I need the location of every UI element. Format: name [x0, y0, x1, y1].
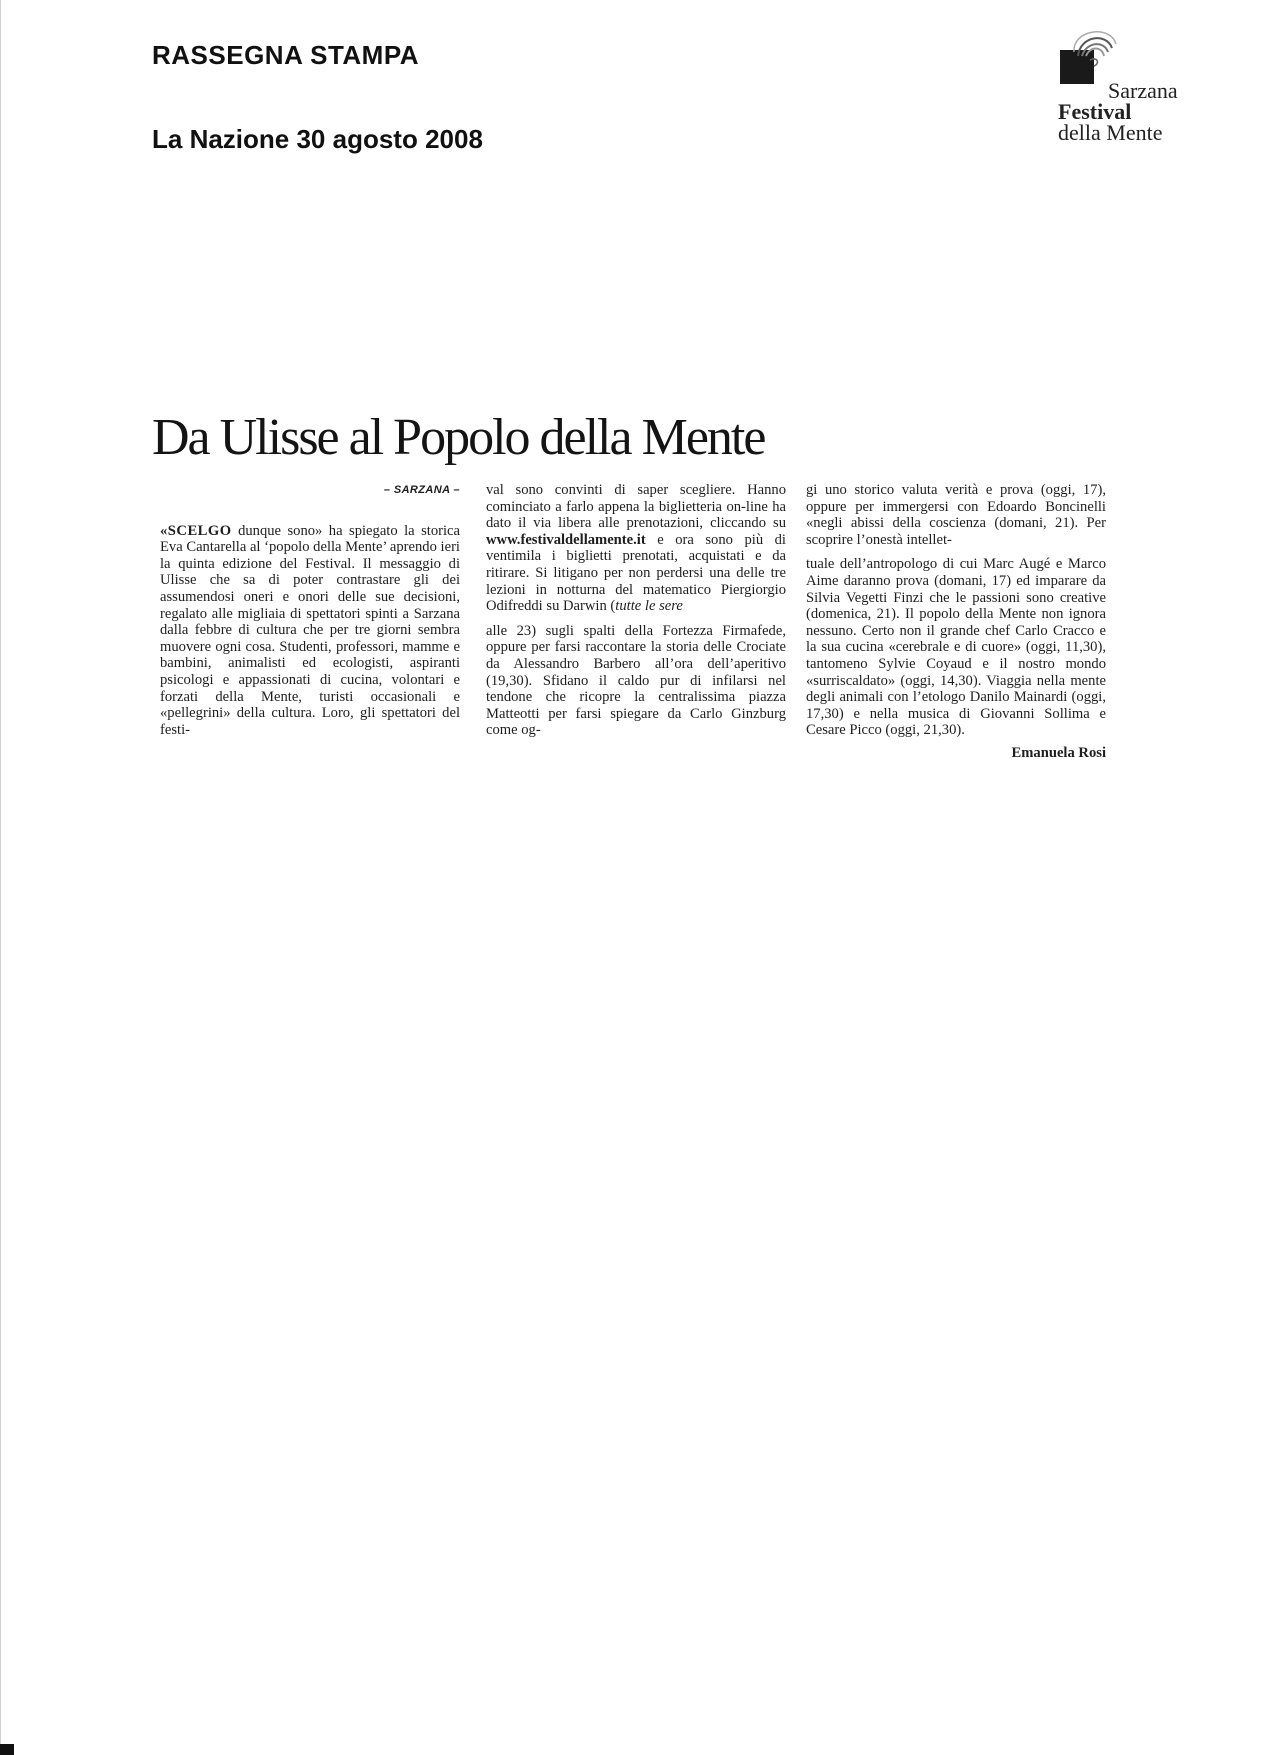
festival-url: www.festivaldellamente.it [486, 531, 646, 548]
column-gap [486, 615, 786, 623]
article-column-3-part-1: gi uno storico valuta verità e prova (oggi, 17), oppure per immergersi con Edoardo Boncinelli «negli abissi della coscienza (domani, 21). Per scoprire l’onestà intellet- [806, 482, 1106, 548]
header-source: La Nazione 30 agosto 2008 [152, 124, 483, 154]
article-column-1-text: dunque sono» ha spiegato la storica Eva Cantarella al ‘popolo della Mente’ aprendo ieri la quinta edizione del Festival. Il messaggio di Ulisse che sa di poter contrastare gli dei assumendosi oneri e onori delle sue decisioni, regalato alle migliaia di spettatori spinti a Sarzana dalla febbre di cultura che per tre giorni sembra muovere ogni cosa. Studenti, professori, mamme e bambini, animalisti ed ecologisti, aspiranti psicologi e appassionati di cucina, volontari e forzati della Mente, turisti occasionali e «pellegrini» della cultura. Loro, gli spettatori del festi- [160, 522, 460, 738]
article-column-1 [160, 482, 460, 738]
logo-line-della-mente: della Mente [1058, 120, 1163, 145]
article-column-2 [486, 482, 786, 739]
article-dateline: – SARZANA – [383, 484, 460, 496]
article-column-3-part-2: tuale dell’antropologo di cui Marc Augé e Marco Aime daranno prova (domani, 17) ed imparare da Silvia Vegetti Finzi che le passioni sono creative (domenica, 21). Il popolo della Mente non ignora nessuno. Certo non il grande chef Carlo Cracco e la sua cucina «cerebrale e di cuore» (oggi, 11,30), tantomeno Sylvie Coyaud e il nostro mondo «surriscaldato» (oggi, 14,30). Viaggia nella mente degli animali con l’etologo Danilo Mainardi (oggi, 17,30) e nella musica di Giovanni Sollima e Cesare Picco (oggi, 21,30). [806, 556, 1106, 739]
header-title: RASSEGNA STAMPA [152, 40, 420, 70]
article-column-2-part-2: e ora sono più di ventimila i biglietti prenotati, acquistati e da ritirare. Si litigano per non perdersi una delle tre lezioni in notturna del matematico Piergiorgio Odifreddi su Darwin ( [486, 531, 786, 615]
article-column-2-italic: tutte le sere [615, 598, 683, 615]
festival-logo [1058, 26, 1208, 156]
article-byline: Emanuela Rosi [1011, 744, 1106, 761]
article-column-3 [806, 482, 1106, 762]
article-body [160, 482, 1106, 862]
scan-edge-line [0, 0, 1, 1755]
logo-line-festival: Festival [1058, 99, 1132, 124]
scan-corner-mark [0, 1744, 14, 1755]
logo-line-sarzana: Sarzana [1108, 78, 1178, 103]
article-column-2-part-3: alle 23) sugli spalti della Fortezza Firmafede, oppure per farsi raccontare la storia delle Crociate da Alessandro Barbero all’ora dell’aperitivo (19,30). Sfidano il caldo pur di infilarsi nel tendone che ricopre la centralissima piazza Matteotti per farsi spiegare da Carlo Ginzburg come og- [486, 622, 786, 739]
article-headline: Da Ulisse al Popolo della Mente [152, 409, 765, 466]
festival-logo-text [1058, 80, 1208, 143]
article-column-2-part-1: val sono convinti di saper scegliere. Hanno cominciato a farlo appena la biglietteria on-line ha dato il via libera alle prenotazioni, cliccando su [486, 482, 786, 532]
column-gap [806, 548, 1106, 556]
article-lead-word: «SCELGO [160, 522, 232, 539]
